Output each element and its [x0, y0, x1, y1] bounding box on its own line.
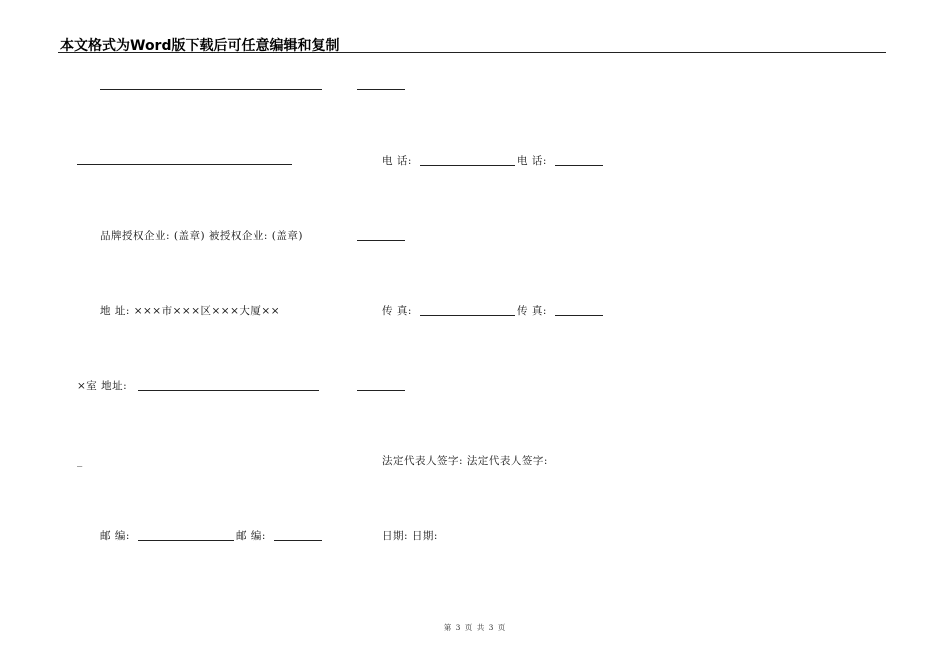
postcode-label-a: 邮 编:	[100, 530, 130, 542]
fax-label-b: 传 真:	[517, 305, 547, 317]
fax-blank-a	[420, 315, 515, 316]
fax-blank-b	[555, 315, 603, 316]
address-blank-b	[138, 390, 319, 391]
blank-line-right-5	[357, 390, 405, 391]
date-line: 日期: 日期:	[382, 530, 438, 542]
phone-blank-a	[420, 165, 515, 166]
lone-mark: _	[77, 455, 83, 467]
phone-blank-b	[555, 165, 603, 166]
blank-line-left-1	[100, 89, 322, 90]
page-indicator: 第 3 页 共 3 页	[443, 623, 507, 632]
address-line-a: 地 址: ×××市×××区×××大厦××	[100, 305, 280, 317]
phone-label-a: 电 话:	[382, 155, 412, 167]
legal-rep-signature-line: 法定代表人签字: 法定代表人签字:	[382, 455, 548, 467]
blank-line-right-1	[357, 89, 405, 90]
blank-line-right-3	[357, 240, 405, 241]
phone-label-b: 电 话:	[517, 155, 547, 167]
postcode-blank-a	[138, 540, 234, 541]
header-title: 本文格式为Word版下载后可任意编辑和复制	[60, 38, 340, 54]
address-line-b: ×室 地址:	[77, 380, 128, 392]
header-rule	[58, 52, 886, 53]
postcode-label-b: 邮 编:	[236, 530, 266, 542]
brand-authorization-line: 品牌授权企业: (盖章) 被授权企业: (盖章)	[100, 230, 303, 242]
postcode-blank-b	[274, 540, 322, 541]
fax-label-a: 传 真:	[382, 305, 412, 317]
blank-line-left-2	[77, 164, 292, 165]
